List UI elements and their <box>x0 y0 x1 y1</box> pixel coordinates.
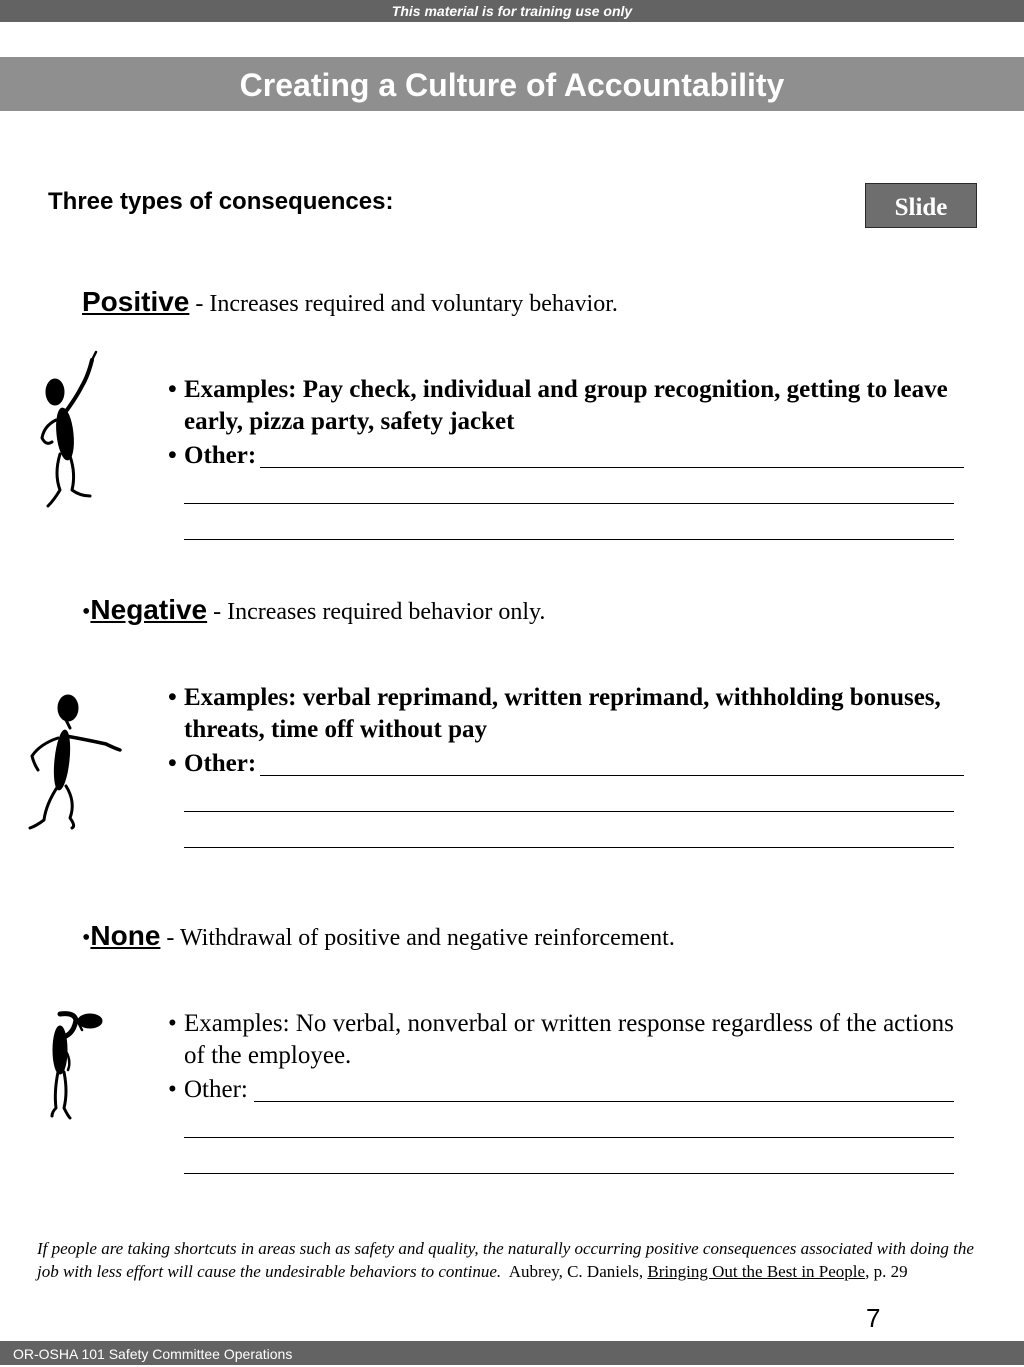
consequence-description: - Increases required and voluntary behavior. <box>189 291 618 317</box>
page-title: Creating a Culture of Accountability <box>239 67 785 103</box>
examples-text: Examples: verbal reprimand, written reprimand, withholding bonuses, threats, time off without pay <box>184 684 941 743</box>
write-in-line[interactable] <box>184 1173 954 1174</box>
examples-text: Examples: Pay check, individual and group recognition, getting to leave early, pizza party, safety jacket <box>184 376 948 435</box>
write-in-line[interactable] <box>260 467 964 468</box>
consequence-name: Positive <box>82 286 190 317</box>
other-item: • Other: <box>168 438 968 474</box>
consequence-negative-details <box>168 682 968 854</box>
citation-quote <box>37 1237 987 1283</box>
page-number: 7 <box>866 1303 881 1333</box>
consequence-name: Negative <box>90 594 208 625</box>
other-item: • Other: <box>168 746 968 782</box>
footer-text: OR-OSHA 101 Safety Committee Operations <box>13 1346 293 1362</box>
quote-page: , p. 29 <box>865 1262 908 1281</box>
consequence-none-heading: •None - Withdrawal of positive and negative reinforcement. <box>82 920 675 951</box>
examples-item: • Examples: Pay check, individual and group recognition, getting to leave early, pizza party, safety jacket <box>168 376 948 435</box>
other-label: Other: <box>184 442 257 469</box>
book-title: Bringing Out the Best in People <box>647 1262 866 1281</box>
write-in-line[interactable] <box>184 847 954 848</box>
write-in-line[interactable] <box>184 539 954 540</box>
quote-text: If people are taking shortcuts in areas such as safety and quality, the naturally occurring positive consequences associated with doing the job with less effort will cause the undesirable behaviors to continue. <box>37 1239 974 1281</box>
write-in-line[interactable] <box>184 1137 954 1138</box>
slumped-figure-icon <box>44 1008 108 1124</box>
pointing-figure-icon <box>26 690 126 835</box>
consequence-description: - Withdrawal of positive and negative reinforcement. <box>160 925 675 951</box>
other-label: Other: <box>184 1076 248 1103</box>
consequence-positive-details <box>168 374 968 546</box>
other-label: Other: <box>184 750 257 777</box>
title-bar <box>0 57 1024 111</box>
section-heading: Three types of consequences: <box>48 188 394 215</box>
write-in-line[interactable] <box>254 1101 954 1102</box>
write-in-line[interactable] <box>184 503 954 504</box>
write-in-line[interactable] <box>184 811 954 812</box>
consequence-name: None <box>90 920 161 951</box>
cheering-figure-icon <box>36 350 100 510</box>
quote-author: Aubrey, C. Daniels, <box>508 1262 648 1281</box>
training-notice: This material is for training use only <box>391 3 633 19</box>
consequence-positive-heading <box>82 286 618 318</box>
examples-item: • Examples: No verbal, nonverbal or written response regardless of the actions of the employee. <box>168 1010 954 1069</box>
consequence-description: - Increases required behavior only. <box>207 599 546 625</box>
write-in-line[interactable] <box>260 775 964 776</box>
examples-text: Examples: No verbal, nonverbal or written response regardless of the actions of the employee. <box>184 1010 954 1069</box>
consequence-negative-heading: •Negative - Increases required behavior only. <box>82 594 546 625</box>
training-notice-bar <box>0 0 1024 22</box>
examples-item: • Examples: verbal reprimand, written reprimand, withholding bonuses, threats, time off without pay <box>168 684 941 743</box>
footer-bar <box>0 1341 1024 1365</box>
other-item: • Other: <box>168 1072 968 1108</box>
consequence-none-details <box>168 1008 968 1180</box>
slide-label-box: Slide <box>865 183 977 228</box>
